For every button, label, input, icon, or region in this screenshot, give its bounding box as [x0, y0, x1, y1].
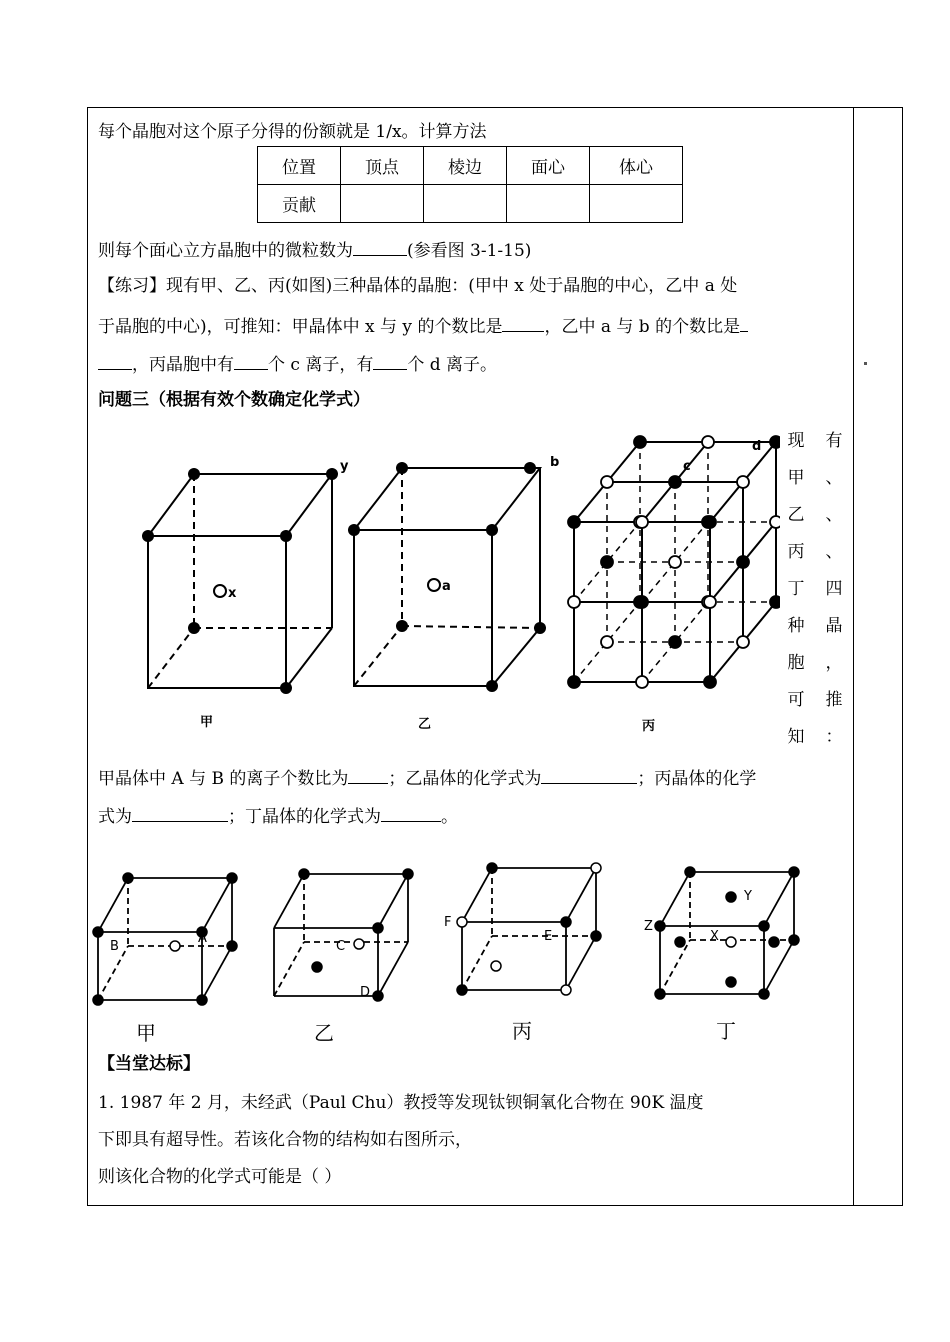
side-char: 可: [787, 690, 805, 710]
ion-d-filled: [770, 436, 780, 448]
table-cell: [590, 185, 683, 223]
ion-c-open: [770, 516, 780, 528]
hidden-edge: [354, 626, 402, 686]
table-header-cell: 面心: [507, 147, 590, 185]
ion-d-filled: [669, 636, 681, 648]
ion-corner-open: [591, 863, 601, 873]
answer-text: 。: [441, 807, 458, 827]
table-header-cell: 顶点: [341, 147, 424, 185]
exercise-text: ，乙中 a 与 b 的个数比是: [544, 317, 741, 337]
cube-edge: [566, 868, 596, 922]
cube-front-face: [354, 530, 492, 686]
exercise-text: 于晶胞的中心)，可推知：甲晶体中 x 与 y 的个数比是: [98, 317, 503, 337]
hidden-edge: [660, 940, 690, 994]
label-B: B: [110, 939, 119, 954]
ion-d-filled: [704, 676, 716, 688]
table-row: [258, 185, 683, 223]
exercise-line-3: [98, 352, 497, 376]
cube-edge: [660, 872, 690, 926]
ion-c-open: [636, 676, 648, 688]
ion-c-open: [601, 636, 613, 648]
ion-Z-face: [769, 937, 779, 947]
ion-C-center: [354, 939, 364, 949]
intro-line: 每个晶胞对这个原子分得的份额就是 1/x。计算方法: [98, 122, 487, 142]
cube-edge: [274, 874, 304, 928]
ion-c-open: [702, 436, 714, 448]
exercise-line-2: [98, 314, 748, 338]
cube-edge: [202, 946, 232, 1000]
side-char: 丁: [787, 579, 805, 599]
cell-bing: [457, 863, 601, 995]
ion-D-corner: [373, 991, 383, 1001]
table-cell: [341, 185, 424, 223]
ion-c-open: [636, 516, 648, 528]
answer-text: ；乙晶体的化学式为: [388, 769, 542, 789]
answer-blank: [373, 352, 407, 370]
crystal-cells-figure-2: [88, 858, 818, 1048]
question-3-title: 问题三（根据有效个数确定化学式）: [98, 390, 370, 410]
side-char: 知: [787, 727, 805, 747]
ion-B-corner: [197, 995, 207, 1005]
side-char: 推: [825, 690, 843, 710]
cube-edge: [462, 868, 492, 922]
ion-Y-face: [726, 977, 736, 987]
center-atom-a: [428, 579, 440, 591]
ion-d-filled: [601, 556, 613, 568]
answer-text: 甲晶体中 A 与 B 的离子个数比为: [98, 769, 349, 789]
answer-blank: [98, 352, 132, 370]
ion-corner-filled: [457, 985, 467, 995]
answer-line-1: [98, 766, 756, 790]
label-jia: 甲: [136, 1021, 156, 1045]
ion-Z-corner: [685, 867, 695, 877]
ion-d-filled: [634, 436, 646, 448]
answer-blank: [132, 804, 228, 822]
side-char: 丙: [787, 542, 805, 562]
label-bing: 丙: [642, 719, 656, 734]
label-bing: 丙: [512, 1019, 532, 1043]
cube-edge: [378, 942, 408, 996]
cube-top-edges: [354, 468, 540, 530]
ion-Z-corner: [759, 989, 769, 999]
cube-edge: [764, 872, 794, 926]
exercise-text: ，丙晶胞中有: [132, 355, 234, 375]
cube-edge: [764, 940, 794, 994]
label-jia: 甲: [200, 715, 214, 730]
label-c: c: [683, 459, 691, 474]
ion-c-open: [601, 476, 613, 488]
ion-hidden-open: [491, 961, 501, 971]
side-char: 胞: [787, 653, 805, 673]
ion-Z-corner: [789, 935, 799, 945]
label-D: D: [360, 985, 371, 1000]
side-char: 现: [787, 431, 805, 451]
label-ding: 丁: [716, 1019, 736, 1043]
ion-A-center: [170, 941, 180, 951]
side-char: ，: [825, 653, 843, 673]
hidden-edge: [462, 936, 492, 990]
label-Y: Y: [744, 889, 752, 904]
table-header-cell: 棱边: [424, 147, 507, 185]
table-row: [258, 147, 683, 185]
ion-c-open: [704, 596, 716, 608]
label-X: X: [710, 929, 719, 944]
cell-jia: [148, 474, 332, 688]
cell-yi: [274, 869, 413, 1001]
cube-edge: [202, 878, 232, 932]
label-F: F: [444, 915, 452, 930]
answer-text: 式为: [98, 807, 132, 827]
ion-D-corner: [373, 923, 383, 933]
fcc-count-ref: (参看图 3-1-15): [407, 241, 532, 261]
answer-blank: [381, 804, 441, 822]
ion-B-corner: [93, 927, 103, 937]
fcc-count-line: [98, 238, 531, 262]
ion-F-corner: [457, 917, 467, 927]
side-char: 、: [825, 505, 843, 525]
ion-B-corner: [227, 941, 237, 951]
ion-Z-face: [675, 937, 685, 947]
side-char: 甲: [787, 468, 805, 488]
ion-corner-filled: [487, 863, 497, 873]
ion-Z-corner: [655, 921, 665, 931]
question-1-line-2: 下即具有超导性。若该化合物的结构如右图所示，: [98, 1130, 472, 1150]
answer-text: ；丙晶体的化学: [637, 769, 757, 789]
table-cell: [507, 185, 590, 223]
table-header-cell: 位置: [258, 147, 341, 185]
ion-d-filled: [568, 676, 580, 688]
contribution-table: [257, 146, 683, 223]
ion-B-corner: [93, 995, 103, 1005]
ion-c-open: [669, 556, 681, 568]
ion-D-corner: [403, 869, 413, 879]
label-b: b: [550, 455, 560, 470]
answer-line-2: [98, 804, 458, 828]
side-char: 、: [825, 542, 843, 562]
crystal-cells-figure-1: [130, 428, 780, 738]
ion-E-corner: [561, 917, 571, 927]
margin-mark: [864, 362, 867, 365]
side-vertical-text: [784, 426, 854, 756]
side-char: 、: [825, 468, 843, 488]
answer-blank: [353, 238, 407, 256]
side-char: 晶: [825, 616, 843, 636]
center-atom-x: [214, 585, 226, 597]
question-1-line-3: 则该化合物的化学式可能是（ ）: [98, 1167, 342, 1187]
answer-blank: [348, 766, 388, 784]
ion-Y-face: [726, 892, 736, 902]
side-char: 种: [787, 616, 805, 636]
ion-d-filled: [669, 476, 681, 488]
label-a: a: [442, 579, 451, 594]
hidden-edge: [148, 628, 194, 688]
label-C: C: [336, 939, 346, 954]
ion-c-open: [737, 476, 749, 488]
exercise-text: 个 d 离子。: [407, 355, 498, 375]
ion-corner-filled: [591, 931, 601, 941]
hidden-edge: [98, 946, 128, 1000]
side-char: 乙: [787, 505, 805, 525]
label-Z: Z: [644, 919, 653, 934]
exercise-text: 个 c 离子，有: [268, 355, 374, 375]
label-d: d: [752, 439, 762, 454]
cube-edge: [566, 936, 596, 990]
ion-d-filled: [636, 596, 648, 608]
table-row-label: 贡献: [258, 185, 341, 223]
section-dangtang: 【当堂达标】: [98, 1054, 200, 1074]
label-x: x: [228, 586, 237, 601]
exercise-line-1: 【练习】现有甲、乙、丙(如图)三种晶体的晶胞：(甲中 x 处于晶胞的中心，乙中 a 处: [98, 276, 738, 296]
ion-Z-corner: [759, 921, 769, 931]
cell-yi: [354, 468, 540, 686]
ion-c-open: [737, 636, 749, 648]
ion-B-corner: [227, 873, 237, 883]
answer-blank: [740, 314, 748, 332]
hidden-edge: [402, 626, 540, 628]
cube-edge: [286, 628, 332, 688]
cell-bing: [568, 436, 780, 688]
cube-front-face: [148, 536, 286, 688]
ion-B-corner: [123, 873, 133, 883]
label-A: A: [198, 931, 207, 946]
table-header-cell: 体心: [590, 147, 683, 185]
ion-d-filled: [704, 516, 716, 528]
question-1-line-1: 1. 1987 年 2 月，未经武（Paul Chu）教授等发现钛钡铜氧化合物在 90K 温度: [98, 1093, 704, 1113]
label-y: y: [340, 459, 349, 474]
answer-text: ；丁晶体的化学式为: [228, 807, 381, 827]
fcc-count-text: 则每个面心立方晶胞中的微粒数为: [98, 241, 353, 261]
answer-blank: [541, 766, 637, 784]
side-char: ：: [825, 727, 843, 747]
ion-d-filled: [770, 596, 780, 608]
ion-c-open: [568, 596, 580, 608]
label-yi: 乙: [314, 1021, 334, 1045]
ion-Z-corner: [655, 989, 665, 999]
ion-d-filled: [737, 556, 749, 568]
ion-D-corner: [299, 869, 309, 879]
cube-edge: [98, 878, 128, 932]
ion-D-corner: [312, 962, 322, 972]
ion-d-filled: [568, 516, 580, 528]
table-cell: [424, 185, 507, 223]
label-yi: 乙: [418, 717, 432, 732]
ion-X-center: [726, 937, 736, 947]
hidden-edge: [274, 942, 304, 996]
answer-blank: [502, 314, 544, 332]
cube-top-edges: [148, 474, 332, 536]
ion-Z-corner: [789, 867, 799, 877]
cell-ding: [655, 867, 799, 999]
label-E: E: [544, 929, 553, 944]
answer-blank: [234, 352, 268, 370]
side-char: 四: [825, 579, 843, 599]
cube-edge: [492, 628, 540, 686]
side-char: 有: [825, 431, 843, 451]
ion-corner-open: [561, 985, 571, 995]
cube-edge: [378, 874, 408, 928]
